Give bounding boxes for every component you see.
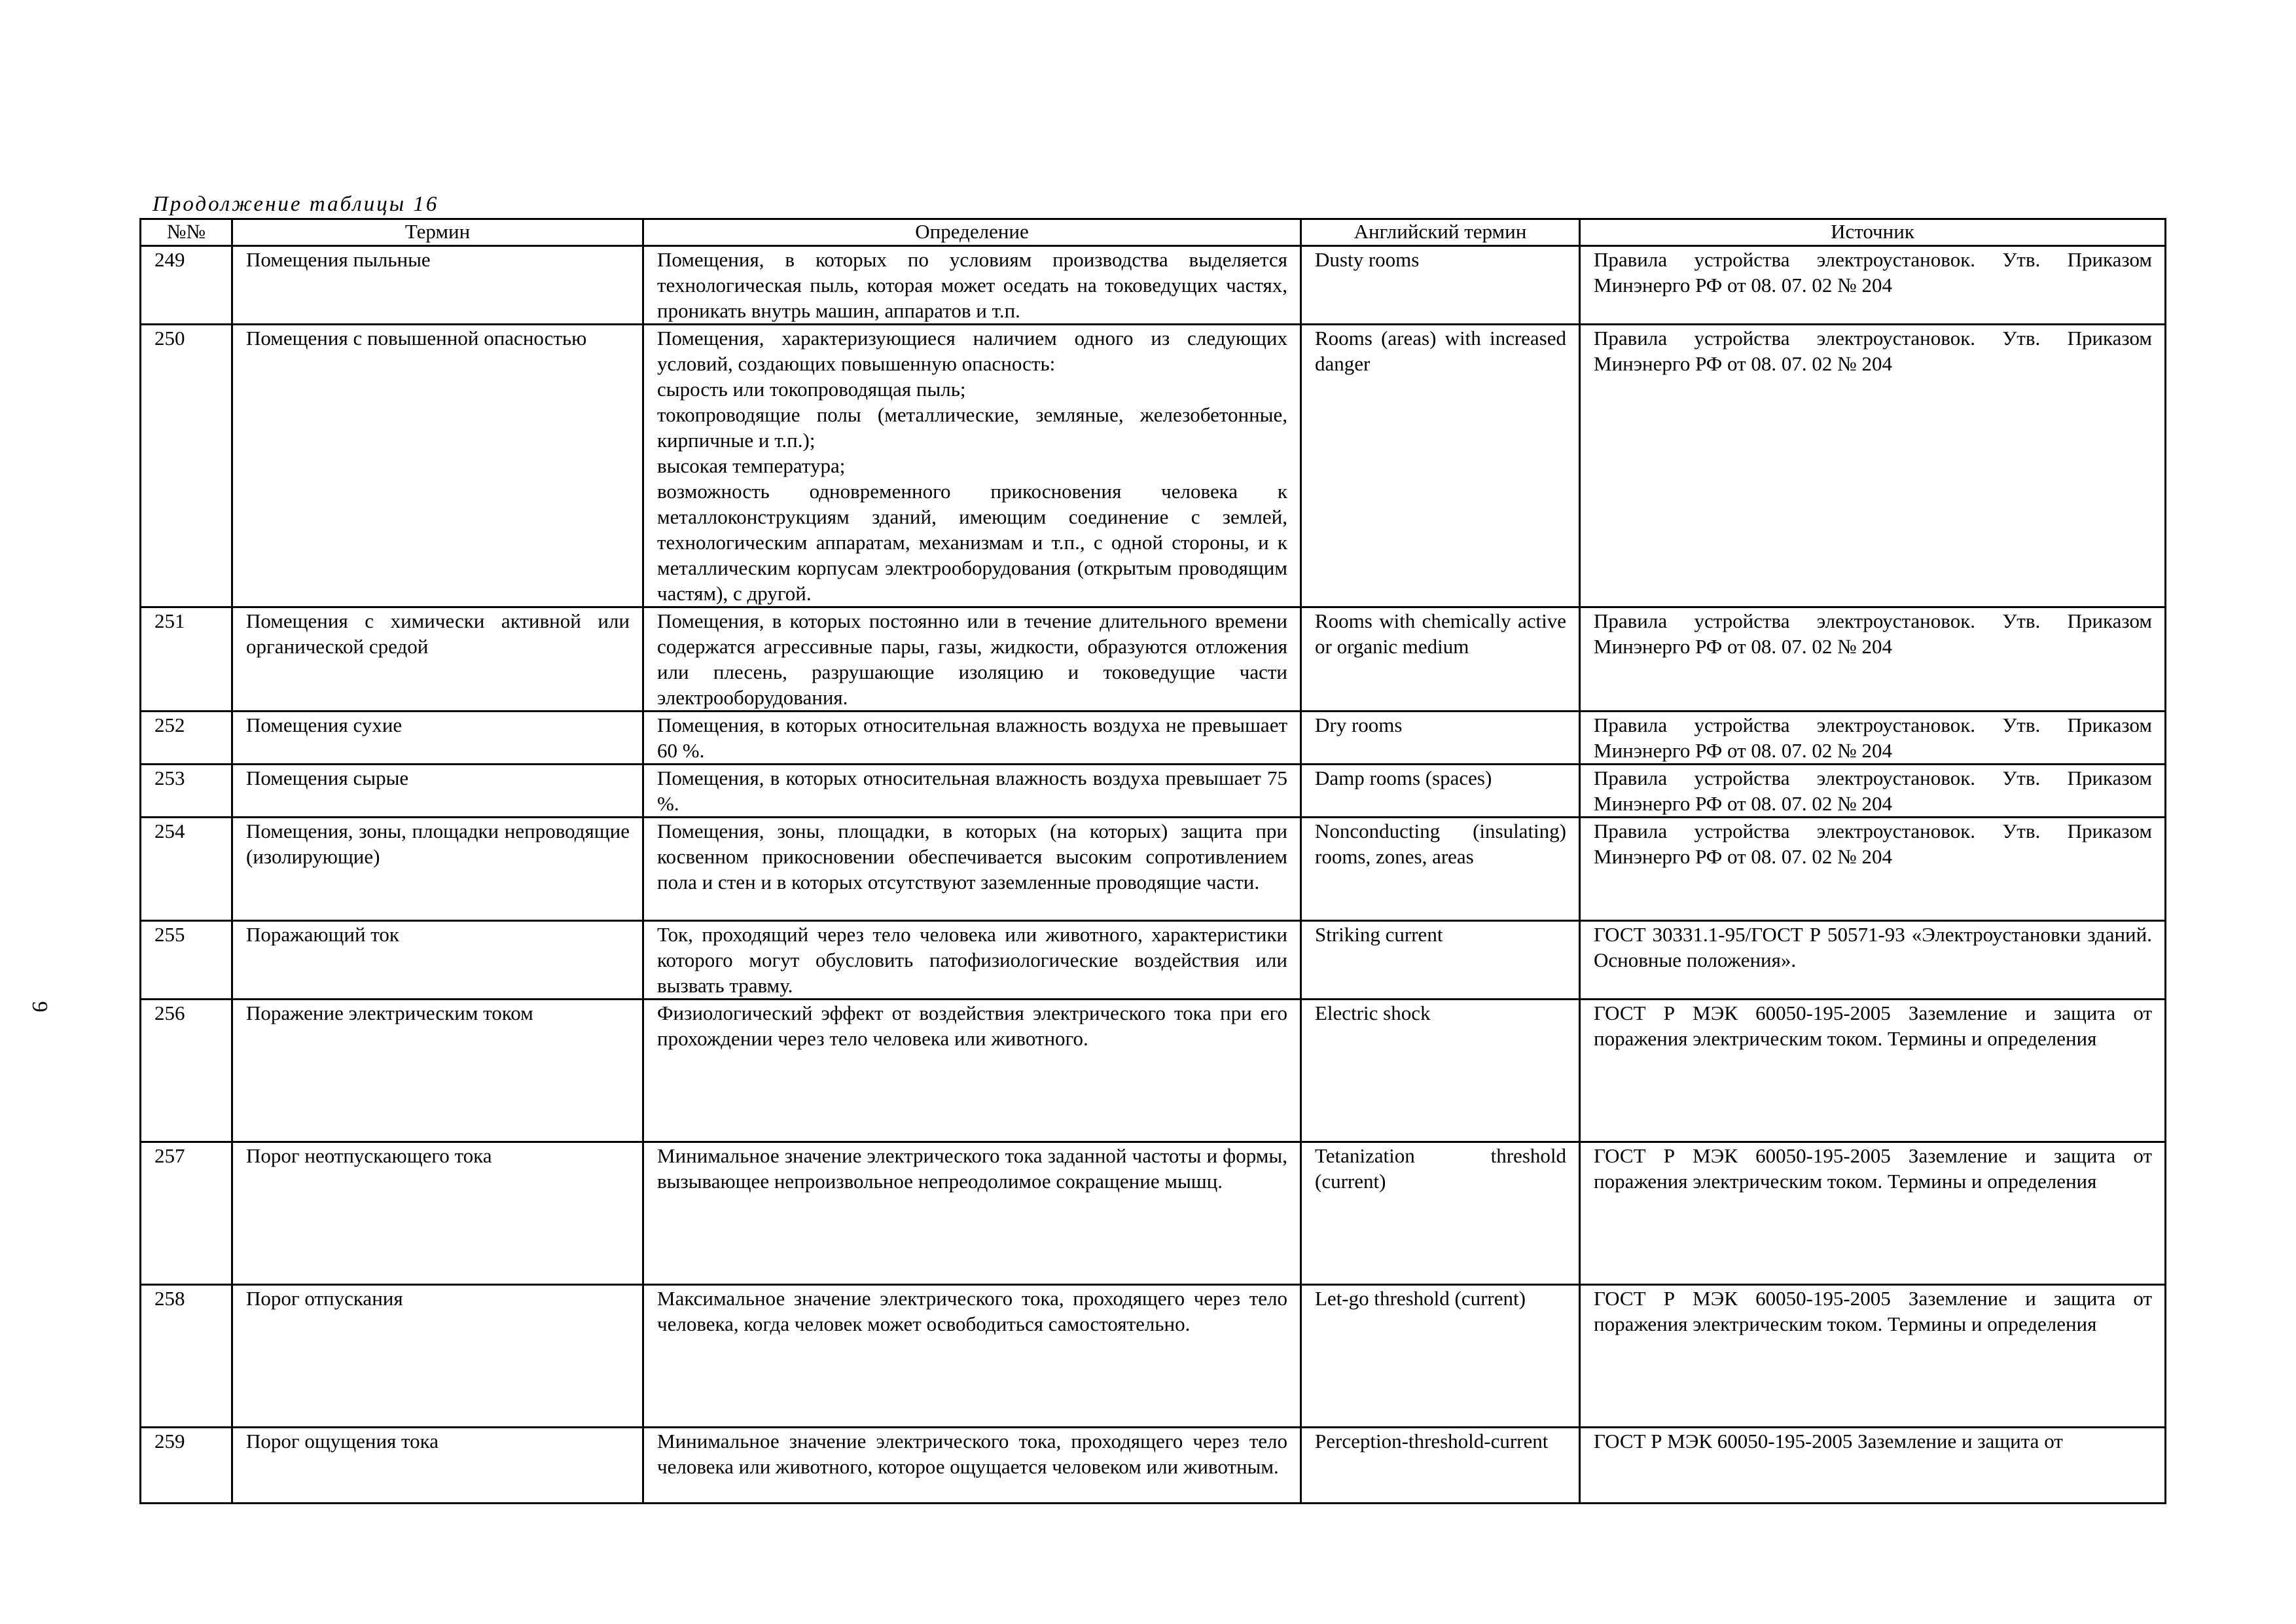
source-cell: Правила устройства электроустановок. Утв. Приказом Минэнерго РФ от 08. 07. 02 № 204 — [1580, 712, 2166, 765]
english-term-cell: Dry rooms — [1301, 712, 1580, 765]
header-source: Источник — [1580, 219, 2166, 246]
definition-cell — [643, 1428, 1301, 1504]
terms-table — [139, 218, 2166, 1504]
definition-line: высокая температура; — [657, 454, 846, 477]
source-cell: ГОСТ Р МЭК 60050-195-2005 Заземление и защита от поражения электрическим током. Термины и определения — [1580, 1142, 2166, 1285]
definition-cell — [643, 921, 1301, 1000]
table-header-row — [141, 219, 2166, 246]
source-cell: Правила устройства электроустановок. Утв. Приказом Минэнерго РФ от 08. 07. 02 № 204 — [1580, 325, 2166, 607]
source-cell: ГОСТ Р МЭК 60050-195-2005 Заземление и защита от — [1580, 1428, 2166, 1504]
source-cell: ГОСТ 30331.1-95/ГОСТ Р 50571-93 «Электроустановки зданий. Основные положения». — [1580, 921, 2166, 1000]
definition-cell — [643, 765, 1301, 818]
definition-line: Помещения, характеризующиеся наличием одного из следующих условий, создающих повышенную опасность: — [657, 327, 1287, 375]
english-term-cell: Dusty rooms — [1301, 246, 1580, 325]
row-number: 253 — [141, 765, 232, 818]
table-body — [141, 246, 2166, 1504]
table-row — [141, 1000, 2166, 1142]
source-cell: Правила устройства электроустановок. Утв. Приказом Минэнерго РФ от 08. 07. 02 № 204 — [1580, 818, 2166, 921]
definition-cell — [643, 1000, 1301, 1142]
header-term: Термин — [232, 219, 643, 246]
definition-cell — [643, 818, 1301, 921]
definition-line: Минимальное значение электрического тока, проходящего через тело человека или животного, которое ощущается человеком или животным. — [657, 1430, 1287, 1478]
definition-line: возможность одновременного прикосновения человека к металлоконструкциям зданий, имеющим соединение с землей, технологическим аппаратам, механизмам и т.п., с одной стороны, и к металлическим корпусам электрооборудования (открытым проводящим частям), с другой. — [657, 480, 1287, 605]
table-row — [141, 325, 2166, 607]
source-cell: Правила устройства электроустановок. Утв. Приказом Минэнерго РФ от 08. 07. 02 № 204 — [1580, 765, 2166, 818]
definition-cell — [643, 607, 1301, 712]
term-cell: Помещения, зоны, площадки непроводящие (изолирующие) — [232, 818, 643, 921]
header-number: №№ — [141, 219, 232, 246]
definition-line: Помещения, в которых по условиям производства выделяется технологическая пыль, которая может оседать на токоведущих частях, проникать внутрь машин, аппаратов и т.п. — [657, 248, 1287, 322]
definition-line: Помещения, в которых постоянно или в течение длительного времени содержатся агрессивные пары, газы, жидкости, образуются отложения или плесень, разрушающие изоляцию и токоведущие части электрооборудования. — [657, 609, 1287, 709]
header-english-term: Английский термин — [1301, 219, 1580, 246]
table-row — [141, 712, 2166, 765]
term-cell: Помещения сухие — [232, 712, 643, 765]
row-number: 251 — [141, 607, 232, 712]
row-number: 252 — [141, 712, 232, 765]
definition-cell — [643, 246, 1301, 325]
definition-cell — [643, 712, 1301, 765]
definition-line: Помещения, зоны, площадки, в которых (на которых) защита при косвенном прикосновении обеспечивается высоким сопротивлением пола и стен и в которых отсутствуют заземленные проводящие части. — [657, 820, 1287, 893]
term-cell: Помещения с повышенной опасностью — [232, 325, 643, 607]
table-row — [141, 246, 2166, 325]
term-cell: Поражающий ток — [232, 921, 643, 1000]
table-row — [141, 921, 2166, 1000]
table-row — [141, 1285, 2166, 1428]
row-number: 249 — [141, 246, 232, 325]
english-term-cell: Nonconducting (insulating) rooms, zones, areas — [1301, 818, 1580, 921]
definition-line: Минимальное значение электрического тока заданной частоты и формы, вызывающее непроизвольное непреодолимое сокращение мышц. — [657, 1144, 1287, 1193]
row-number: 250 — [141, 325, 232, 607]
english-term-cell: Rooms with chemically active or organic medium — [1301, 607, 1580, 712]
english-term-cell: Let-go threshold (current) — [1301, 1285, 1580, 1428]
row-number: 258 — [141, 1285, 232, 1428]
definition-cell — [643, 1142, 1301, 1285]
english-term-cell: Rooms (areas) with increased danger — [1301, 325, 1580, 607]
term-cell: Поражение электрическим током — [232, 1000, 643, 1142]
header-definition: Определение — [643, 219, 1301, 246]
table-row — [141, 607, 2166, 712]
definition-line: Максимальное значение электрического тока, проходящего через тело человека, когда человек может освободиться самостоятельно. — [657, 1287, 1287, 1335]
row-number: 254 — [141, 818, 232, 921]
definition-line: Ток, проходящий через тело человека или животного, характеристики которого могут обусловить патофизиологические воздействия или вызвать травму. — [657, 923, 1287, 997]
definition-line: токопроводящие полы (металлические, земляные, железобетонные, кирпичные и т.п.); — [657, 403, 1287, 452]
source-cell: Правила устройства электроустановок. Утв. Приказом Минэнерго РФ от 08. 07. 02 № 204 — [1580, 607, 2166, 712]
english-term-cell: Electric shock — [1301, 1000, 1580, 1142]
term-cell: Помещения сырые — [232, 765, 643, 818]
definition-cell — [643, 325, 1301, 607]
definition-cell — [643, 1285, 1301, 1428]
row-number: 259 — [141, 1428, 232, 1504]
definition-line: Помещения, в которых относительная влажность воздуха не превышает 60 %. — [657, 713, 1287, 762]
term-cell: Помещения с химически активной или органической средой — [232, 607, 643, 712]
definition-line: Физиологический эффект от воздействия электрического тока при его прохождении через тело человека или животного. — [657, 1001, 1287, 1050]
english-term-cell: Perception-threshold-current — [1301, 1428, 1580, 1504]
table-row — [141, 1142, 2166, 1285]
english-term-cell: Damp rooms (spaces) — [1301, 765, 1580, 818]
source-cell: ГОСТ Р МЭК 60050-195-2005 Заземление и защита от поражения электрическим током. Термины и определения — [1580, 1285, 2166, 1428]
source-cell: ГОСТ Р МЭК 60050-195-2005 Заземление и защита от поражения электрическим током. Термины и определения — [1580, 1000, 2166, 1142]
row-number: 255 — [141, 921, 232, 1000]
source-cell: Правила устройства электроустановок. Утв. Приказом Минэнерго РФ от 08. 07. 02 № 204 — [1580, 246, 2166, 325]
definition-line: Помещения, в которых относительная влажность воздуха превышает 75 %. — [657, 767, 1287, 815]
english-term-cell: Tetanization threshold (current) — [1301, 1142, 1580, 1285]
table-caption: Продолжение таблицы 16 — [152, 192, 439, 216]
page-number: 9 — [27, 1001, 52, 1013]
term-cell: Помещения пыльные — [232, 246, 643, 325]
row-number: 257 — [141, 1142, 232, 1285]
row-number: 256 — [141, 1000, 232, 1142]
table-row — [141, 765, 2166, 818]
definition-line: сырость или токопроводящая пыль; — [657, 378, 966, 401]
term-cell: Порог ощущения тока — [232, 1428, 643, 1504]
term-cell: Порог неотпускающего тока — [232, 1142, 643, 1285]
table-row — [141, 1428, 2166, 1504]
table-row — [141, 818, 2166, 921]
english-term-cell: Striking current — [1301, 921, 1580, 1000]
term-cell: Порог отпускания — [232, 1285, 643, 1428]
